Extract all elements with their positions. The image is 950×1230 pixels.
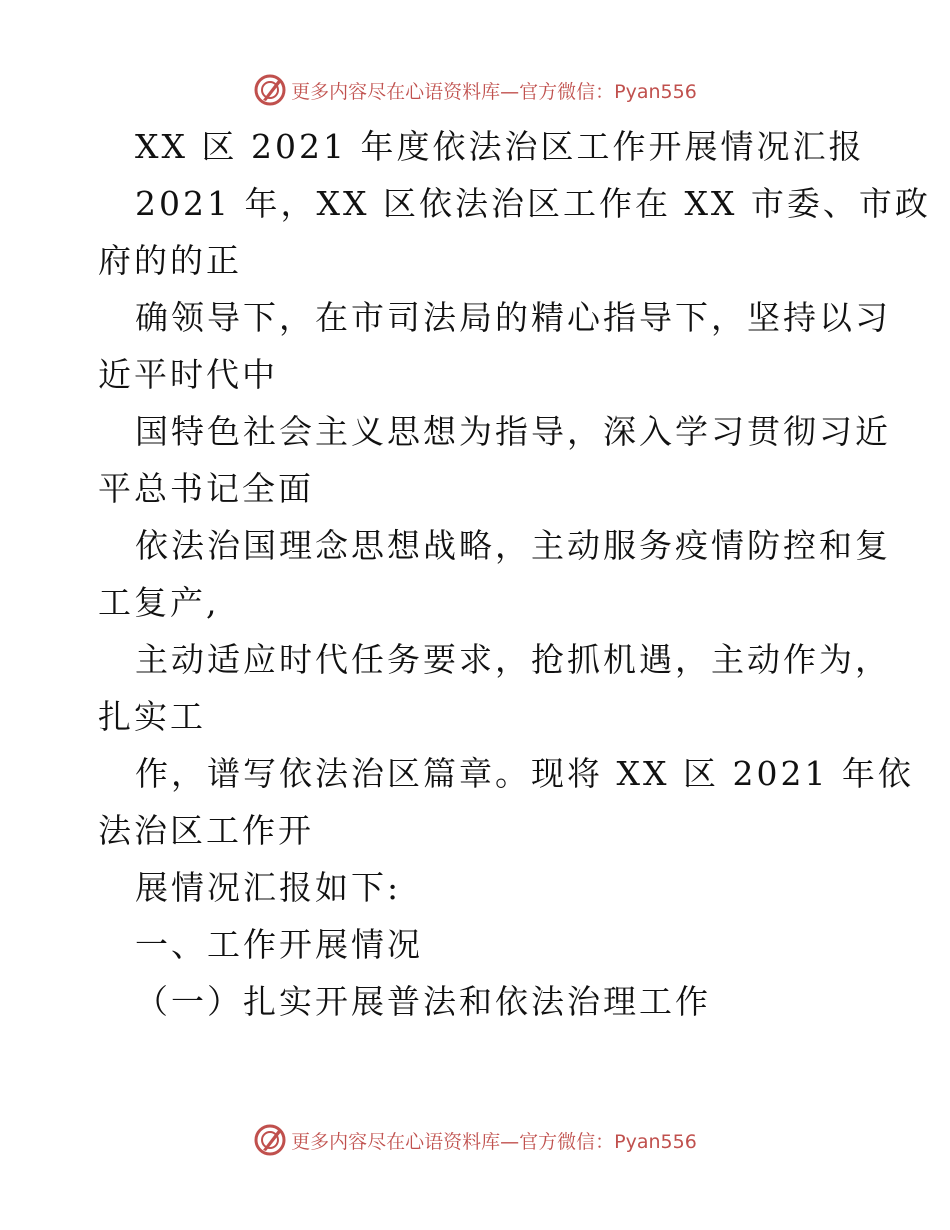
paragraph-line: 近平时代中 (98, 355, 278, 394)
paragraph-line: 法治区工作开 (98, 811, 314, 850)
subsection-heading: （一）扎实开展普法和依法治理工作 (135, 982, 711, 1021)
watermark-text: 更多内容尽在心语资料库—官方微信：Pyan556 (291, 80, 697, 103)
paragraph-line: 工复产, (98, 583, 220, 622)
paragraph-line: 2021 年，XX 区依法治区工作在 XX 市委、市政 (135, 184, 931, 223)
paragraph-line: 确领导下，在市司法局的精心指导下，坚持以习 (135, 298, 891, 337)
section-heading: 一、工作开展情况 (135, 925, 423, 964)
document-body (98, 118, 931, 1030)
paragraph-line: 国特色社会主义思想为指导，深入学习贯彻习近 (135, 412, 891, 451)
paragraph-line: 府的的正 (98, 241, 242, 280)
paragraph-line: 展情况汇报如下: (135, 868, 402, 907)
paragraph-line: 依法治国理念思想战略，主动服务疫情防控和复 (135, 526, 891, 565)
paragraph-line: 平总书记全面 (98, 469, 314, 508)
watermark-text: 更多内容尽在心语资料库—官方微信：Pyan556 (291, 1130, 697, 1153)
footer-watermark (0, 1120, 950, 1160)
document-title: XX 区 2021 年度依法治区工作开展情况汇报 (135, 127, 865, 166)
header-watermark (0, 70, 950, 110)
paragraph-line: 主动适应时代任务要求，抢抓机遇，主动作为， (135, 640, 891, 679)
quill-seal-icon (253, 1123, 287, 1157)
paragraph-line: 扎实工 (98, 697, 206, 736)
quill-seal-icon (253, 73, 287, 107)
paragraph-line: 作，谱写依法治区篇章。现将 XX 区 2021 年依 (135, 754, 914, 793)
